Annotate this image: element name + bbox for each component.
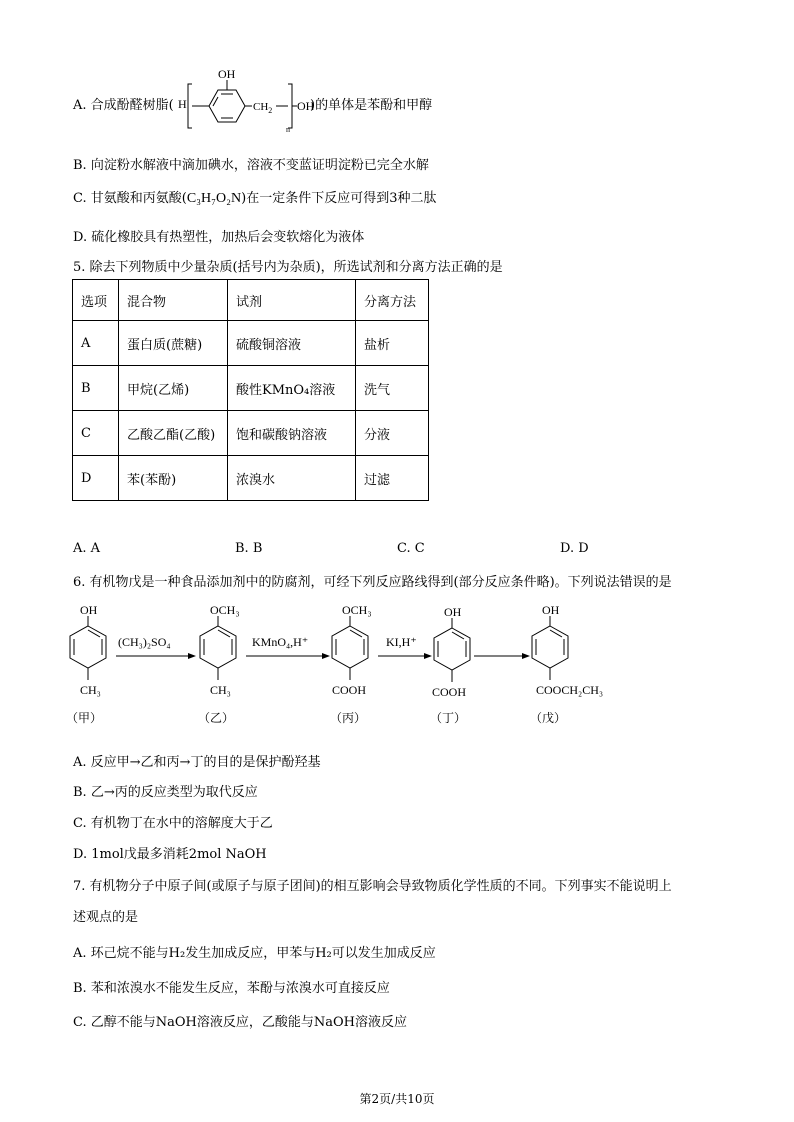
table-cell: 硫酸铜溶液 xyxy=(228,321,356,366)
table-cell: C xyxy=(73,411,119,456)
table-row xyxy=(73,366,429,411)
q7-stem-line1: 7. 有机物分子中原子间(或原子与原子团间)的相互影响会导致物质化学性质的不同。下列事实不能说明上 xyxy=(73,879,672,894)
header-method: 分离方法 xyxy=(356,280,429,321)
svg-text:CH2 xyxy=(253,101,272,115)
polymer-ch2-sub: 2 xyxy=(268,106,273,115)
q6-option-d: D. 1mol戊最多消耗2mol NaOH xyxy=(73,847,267,862)
q6-option-b: B. 乙→丙的反应类型为取代反应 xyxy=(73,785,258,800)
reagent-3: KI,H⁺ xyxy=(386,635,417,649)
yi-och3: OCH₃ xyxy=(210,603,240,617)
table-cell: 盐析 xyxy=(356,321,429,366)
table-cell: 分液 xyxy=(356,411,429,456)
wu-cooet: COOCH₂CH₃ xyxy=(536,683,604,697)
polymer-n: n xyxy=(286,125,290,134)
q7-option-b: B. 苯和浓溴水不能发生反应，苯酚与浓溴水可直接反应 xyxy=(73,981,390,996)
header-option: 选项 xyxy=(73,280,119,321)
yi-label: （乙） xyxy=(198,711,235,725)
bing-label: （丙） xyxy=(330,711,367,725)
table-cell: 乙酸乙酯(乙酸) xyxy=(119,411,228,456)
q7-option-a: A. 环己烷不能与H₂发生加成反应，甲苯与H₂可以发生加成反应 xyxy=(73,946,436,961)
q7-stem-line2: 述观点的是 xyxy=(73,910,139,925)
table-cell: 酸性KMnO₄溶液 xyxy=(228,366,356,411)
table-cell: 浓溴水 xyxy=(228,456,356,501)
table-cell: 蛋白质(蔗糖) xyxy=(119,321,228,366)
wu-oh: OH xyxy=(542,603,560,617)
q6-option-c: C. 有机物丁在水中的溶解度大于乙 xyxy=(73,816,273,831)
table-row xyxy=(73,411,429,456)
table-cell: 洗气 xyxy=(356,366,429,411)
table-row xyxy=(73,321,429,366)
table-cell: D xyxy=(73,456,119,501)
table-cell: 过滤 xyxy=(356,456,429,501)
wu-label: （戊） xyxy=(530,711,567,725)
polymer-ch2: CH xyxy=(253,101,269,113)
table-cell: A xyxy=(73,321,119,366)
q5-answer-a: A. A xyxy=(73,541,101,556)
q4-c-prefix: C. 甘氨酸和丙氨酸( xyxy=(73,191,187,206)
q5-stem: 5. 除去下列物质中少量杂质(括号内为杂质)，所选试剂和分离方法正确的是 xyxy=(73,260,503,275)
phenolic-resin-structure xyxy=(170,62,320,134)
table-cell: B xyxy=(73,366,119,411)
yi-ch3: CH₃ xyxy=(210,683,231,697)
q6-reaction-scheme xyxy=(60,598,700,738)
q4-option-c xyxy=(73,187,436,207)
q4-a-prefix: A. 合成酚醛树脂( xyxy=(73,98,174,113)
q5-answer-c: C. C xyxy=(397,541,425,556)
q4-a-suffix: )的单体是苯酚和甲醇 xyxy=(310,98,433,113)
q5-answer-b: B. B xyxy=(235,541,263,556)
jia-ch3: CH₃ xyxy=(80,683,101,697)
bing-och3: OCH₃ xyxy=(342,603,372,617)
polymer-oh-end: OH xyxy=(297,99,315,113)
table-row xyxy=(73,456,429,501)
polymer-h: H xyxy=(178,97,187,111)
q6-stem: 6. 有机物戊是一种食品添加剂中的防腐剂，可经下列反应路线得到(部分反应条件略)。下列说法错误的是 xyxy=(73,575,672,590)
ding-cooh: COOH xyxy=(432,685,467,699)
q4-option-b: B. 向淀粉水解液中滴加碘水，溶液不变蓝证明淀粉已完全水解 xyxy=(73,158,429,173)
polymer-oh: OH xyxy=(218,67,236,81)
ding-label: （丁） xyxy=(430,711,467,725)
ding-oh: OH xyxy=(444,605,462,619)
q5-table xyxy=(72,279,429,501)
jia-label: （甲） xyxy=(66,711,103,725)
reagent-2: KMnO₄,H⁺ xyxy=(252,635,309,649)
q4-c-formula: C₃H₇O₂N xyxy=(186,191,242,206)
reagent-1: (CH₃)₂SO₄ xyxy=(118,635,171,649)
bing-cooh: COOH xyxy=(332,683,367,697)
q7-option-c: C. 乙醇不能与NaOH溶液反应，乙酸能与NaOH溶液反应 xyxy=(73,1015,407,1030)
table-cell: 甲烷(乙烯) xyxy=(119,366,228,411)
page-footer: 第2页/共10页 xyxy=(359,1092,435,1106)
table-cell: 苯(苯酚) xyxy=(119,456,228,501)
table-cell: 饱和碳酸钠溶液 xyxy=(228,411,356,456)
q4-option-d: D. 硫化橡胶具有热塑性，加热后会变软熔化为液体 xyxy=(73,230,365,245)
q5-answer-d: D. D xyxy=(560,541,589,556)
table-header-row xyxy=(73,280,429,321)
jia-oh: OH xyxy=(80,603,98,617)
q6-option-a: A. 反应甲→乙和丙→丁的目的是保护酚羟基 xyxy=(73,755,321,770)
header-reagent: 试剂 xyxy=(228,280,356,321)
header-mixture: 混合物 xyxy=(119,280,228,321)
q4-c-suffix: )在一定条件下反应可得到3种二肽 xyxy=(241,191,437,206)
